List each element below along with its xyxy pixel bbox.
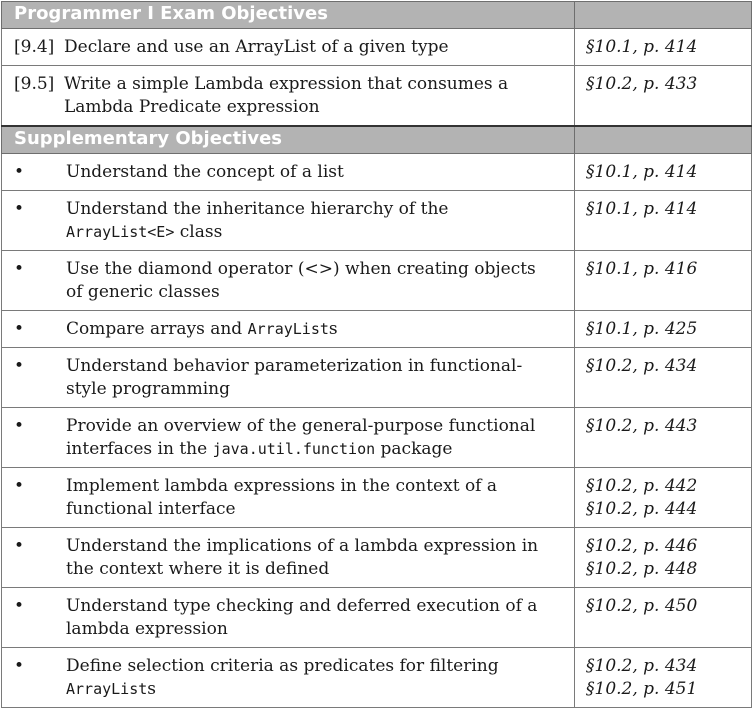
supplementary-objective-text	[66, 355, 556, 401]
objective-text-segment: Implement lambda expressions in the context of a functional interface	[66, 476, 498, 519]
supplementary-objectives-header-blank	[575, 126, 752, 154]
supplementary-objective-text	[66, 161, 556, 184]
exam-objectives-header-blank	[575, 2, 752, 29]
objective-text-segment: Understand the inheritance hierarchy of the	[66, 199, 449, 219]
section-reference: §10.2, p. 448	[586, 559, 698, 579]
supplementary-objective-row	[2, 528, 752, 588]
supplementary-objective-row	[2, 468, 752, 528]
objective-text-segment: s	[328, 319, 338, 339]
exam-objective-text: Write a simple Lambda expression that consumes a Lambda Predicate expression	[64, 74, 509, 117]
supplementary-objective-row	[2, 648, 752, 708]
supplementary-objective-row	[2, 588, 752, 648]
supplementary-objective-row	[2, 408, 752, 468]
section-reference: §10.2, p. 443	[586, 416, 698, 436]
bullet-icon: •	[14, 476, 25, 496]
bullet-icon: •	[14, 416, 25, 436]
bullet-icon: •	[14, 259, 25, 279]
section-reference: §10.1, p. 414	[586, 37, 698, 57]
section-reference: §10.2, p. 450	[586, 596, 698, 616]
bullet-icon: •	[14, 656, 25, 676]
supplementary-objective-row	[2, 348, 752, 408]
section-reference: §10.2, p. 442	[586, 476, 698, 496]
section-reference: §10.1, p. 416	[586, 259, 698, 279]
code-term: ArrayList	[247, 320, 329, 338]
exam-objective-id: [9.5]	[14, 74, 55, 94]
objective-text-segment: package	[375, 439, 453, 459]
code-term: java.util.function	[212, 440, 376, 458]
section-reference: §10.2, p. 446	[586, 536, 698, 556]
supplementary-objectives-title: Supplementary Objectives	[2, 126, 575, 154]
code-term: ArrayList	[66, 680, 148, 698]
section-reference: §10.2, p. 433	[586, 74, 698, 94]
exam-objective-id: [9.4]	[14, 37, 55, 57]
exam-objective-row	[2, 66, 752, 127]
supplementary-objective-text	[66, 415, 556, 461]
section-reference: §10.1, p. 425	[586, 319, 698, 339]
supplementary-objective-text	[66, 535, 556, 581]
objective-text-segment: Provide an overview of the general-purpose functional interfaces in the	[66, 416, 536, 459]
objective-text-segment: Understand behavior parameterization in functional-style programming	[66, 356, 523, 399]
supplementary-objective-text	[66, 198, 556, 244]
section-reference: §10.1, p. 414	[586, 199, 698, 219]
supplementary-objective-row	[2, 311, 752, 348]
supplementary-objective-row	[2, 154, 752, 191]
section-reference: §10.2, p. 434	[586, 356, 698, 376]
bullet-icon: •	[14, 536, 25, 556]
objective-text-segment: s	[147, 679, 157, 699]
code-term: ArrayList<E>	[66, 223, 175, 241]
bullet-icon: •	[14, 356, 25, 376]
objective-text-segment: Use the diamond operator (<>) when creating objects of generic classes	[66, 259, 536, 302]
section-reference: §10.2, p. 444	[586, 499, 698, 519]
supplementary-objective-text	[66, 595, 556, 641]
objective-text-segment: class	[174, 222, 223, 242]
supplementary-objective-text	[66, 258, 556, 304]
section-reference: §10.1, p. 414	[586, 162, 698, 182]
exam-objectives-title: Programmer I Exam Objectives	[2, 2, 575, 29]
objective-text-segment: Understand the concept of a list	[66, 162, 344, 182]
exam-objective-text: Declare and use an ArrayList of a given type	[64, 37, 449, 57]
supplementary-objective-text	[66, 655, 556, 701]
supplementary-objective-row	[2, 251, 752, 311]
bullet-icon: •	[14, 199, 25, 219]
objective-text-segment: Define selection criteria as predicates for filtering	[66, 656, 499, 676]
supplementary-objective-text	[66, 318, 556, 341]
section-reference: §10.2, p. 451	[586, 679, 698, 699]
supplementary-objectives-header-row	[2, 126, 752, 154]
supplementary-objective-text	[66, 475, 556, 521]
objective-text-segment: Understand the implications of a lambda expression in the context where it is defined	[66, 536, 539, 579]
exam-objective-row	[2, 29, 752, 66]
bullet-icon: •	[14, 162, 25, 182]
section-reference: §10.2, p. 434	[586, 656, 698, 676]
objective-text-segment: Compare arrays and	[66, 319, 248, 339]
supplementary-objective-row	[2, 191, 752, 251]
exam-objectives-header-row	[2, 2, 752, 29]
objectives-table	[1, 1, 752, 708]
bullet-icon: •	[14, 319, 25, 339]
bullet-icon: •	[14, 596, 25, 616]
objective-text-segment: Understand type checking and deferred execution of a lambda expression	[66, 596, 538, 639]
